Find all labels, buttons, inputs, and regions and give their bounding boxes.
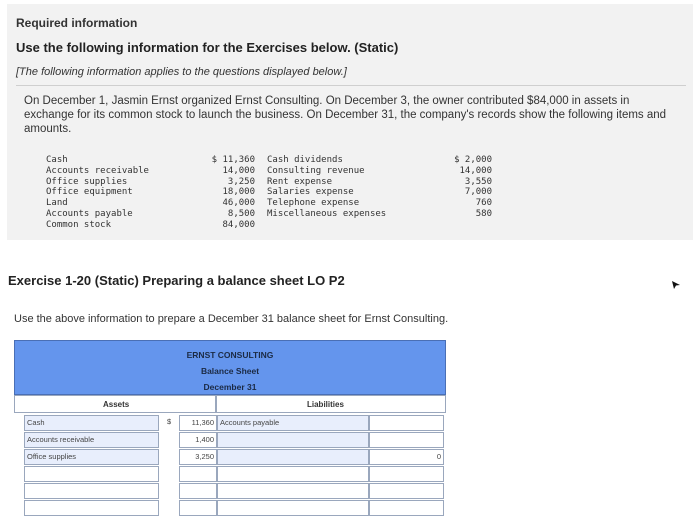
asset-amount-input[interactable] (179, 466, 217, 482)
statement-date: December 31 (203, 382, 257, 392)
ledger-label: Cash (46, 155, 68, 165)
balance-sheet-form (14, 340, 446, 512)
ledger-left-values (203, 155, 255, 231)
liability-amount-input[interactable] (369, 466, 444, 482)
table-row (14, 483, 446, 500)
asset-amount-input[interactable]: 11,360 (179, 415, 217, 431)
table-row (14, 432, 446, 449)
balance-sheet-header (14, 340, 446, 395)
instructions-heading: Use the following information for the Exercises below. (Static) (16, 40, 399, 55)
ledger-label: Accounts payable (46, 208, 133, 219)
exercise-title: Exercise 1-20 (Static) Preparing a balance sheet LO P2 (8, 273, 345, 288)
table-row (14, 500, 446, 517)
ledger-value: 3,550 (464, 176, 492, 187)
asset-name-input[interactable] (24, 466, 159, 482)
asset-amount-input[interactable] (179, 500, 217, 516)
ledger-value: 46,000 (222, 198, 255, 209)
ledger-label: Accounts receivable (46, 165, 149, 176)
asset-name-input[interactable]: Cash (24, 415, 159, 431)
asset-amount-input[interactable]: 1,400 (179, 432, 217, 448)
assets-header-cell (14, 395, 216, 413)
ledger-right-values (450, 155, 492, 220)
ledger-label: Cash dividends (267, 155, 343, 165)
liability-name-input[interactable] (217, 432, 369, 448)
ledger-label: Land (46, 198, 68, 209)
ledger-value: 8,500 (227, 208, 255, 219)
ledger-value: 14,000 (459, 165, 492, 176)
liabilities-header-cell (216, 395, 446, 413)
ledger-label: Common stock (46, 219, 112, 230)
table-row (14, 415, 446, 432)
ledger-label: Telephone expense (267, 198, 360, 209)
ledger-right-labels (267, 155, 386, 220)
ledger-value: 760 (475, 198, 492, 209)
liabilities-header: Liabilities (307, 400, 344, 409)
cursor-icon (671, 280, 681, 290)
ledger-value: 7,000 (464, 187, 492, 198)
exercise-instruction: Use the above information to prepare a December 31 balance sheet for Ernst Consulting. (14, 313, 449, 325)
ledger-label: Miscellaneous expenses (267, 208, 387, 219)
liability-name-input[interactable]: Accounts payable (217, 415, 369, 431)
divider (16, 85, 686, 86)
required-information-heading: Required information (16, 16, 138, 30)
ledger-value: 14,000 (222, 165, 255, 176)
ledger-label: Salaries expense (267, 187, 354, 198)
company-name: ERNST CONSULTING (186, 350, 274, 360)
ledger-value: $ 11,360 (211, 155, 255, 165)
ledger-value: $ 2,000 (454, 155, 492, 165)
info-note: [The following information applies to the questions displayed below.] (16, 66, 347, 78)
assets-header: Assets (103, 400, 130, 409)
liability-name-input[interactable] (217, 500, 369, 516)
liability-name-input[interactable] (217, 466, 369, 482)
scenario-paragraph: On December 1, Jasmin Ernst organized Ernst Consulting. On December 3, the owner contributed $84,000 in assets in exchange for its common stock to launch the business. On December 31, the company's records show the following items and amounts. (24, 95, 667, 135)
asset-name-input[interactable]: Accounts receivable (24, 432, 159, 448)
ledger-label: Office equipment (46, 187, 133, 198)
asset-amount-input[interactable]: 3,250 (179, 449, 217, 465)
ledger-label: Office supplies (46, 176, 128, 187)
liability-amount-input[interactable]: 0 (369, 449, 444, 465)
asset-name-input[interactable] (24, 500, 159, 516)
liability-amount-input[interactable] (369, 432, 444, 448)
ledger-left-labels (46, 155, 149, 231)
liability-amount-input[interactable] (369, 415, 444, 431)
ledger-value: 580 (475, 208, 492, 219)
asset-name-input[interactable]: Office supplies (24, 449, 159, 465)
ledger-value: 18,000 (222, 187, 255, 198)
ledger-label: Consulting revenue (267, 165, 365, 176)
liability-amount-input[interactable] (369, 483, 444, 499)
ledger-label: Rent expense (267, 176, 333, 187)
ledger-value: 3,250 (227, 176, 255, 187)
ledger-value: 84,000 (222, 219, 255, 230)
liability-name-input[interactable] (217, 483, 369, 499)
asset-amount-input[interactable] (179, 483, 217, 499)
liability-name-input[interactable] (217, 449, 369, 465)
liability-amount-input[interactable] (369, 500, 444, 516)
dollar-sign: $ (167, 417, 172, 426)
statement-name: Balance Sheet (200, 366, 260, 376)
asset-name-input[interactable] (24, 483, 159, 499)
table-row (14, 449, 446, 466)
table-row (14, 466, 446, 483)
